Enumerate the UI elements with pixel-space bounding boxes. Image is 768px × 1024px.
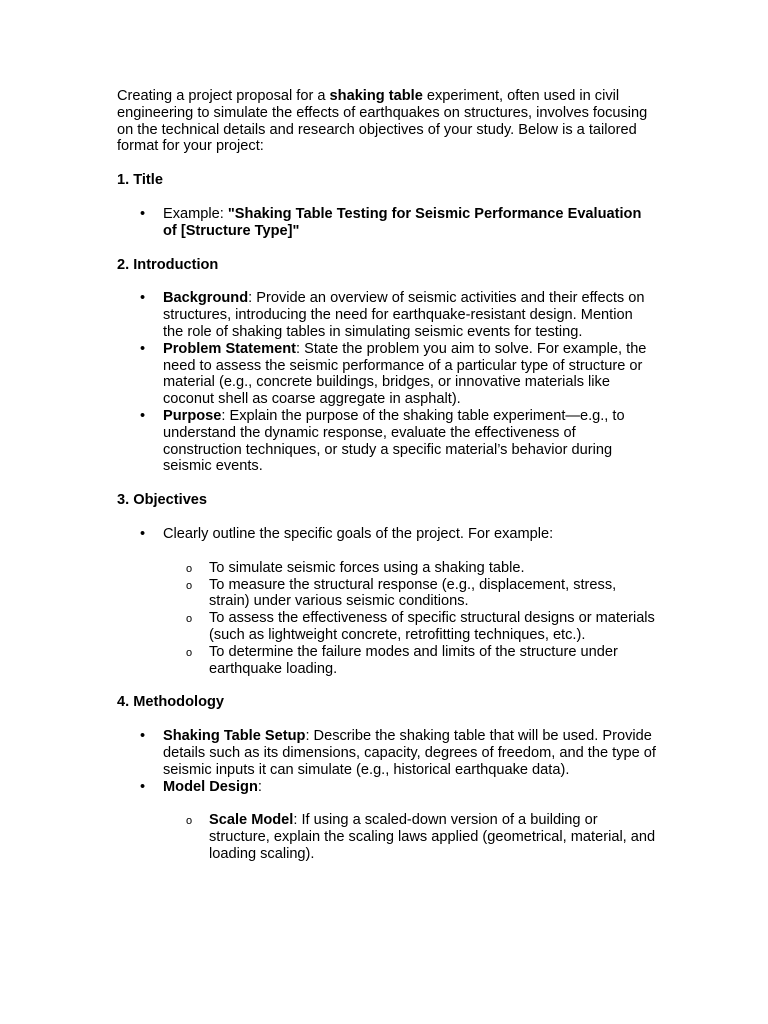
section-heading-title: 1. Title [117, 172, 163, 189]
objective-text: To simulate seismic forces using a shaking table. [209, 559, 525, 576]
bullet-icon: • [140, 290, 146, 307]
title-example-text: "Shaking Table Testing for Seismic Performance Evaluation of [Structure Type]" [163, 205, 642, 239]
list-item [117, 206, 657, 240]
list-item [163, 644, 657, 678]
list-item [163, 812, 657, 862]
bullet-icon: • [140, 407, 146, 424]
bullet-icon: • [140, 205, 146, 222]
list-item [163, 560, 657, 577]
list-item [117, 779, 657, 863]
list-item [117, 290, 657, 340]
section-heading-objectives: 3. Objectives [117, 492, 208, 509]
sub-bullet-icon: o [186, 562, 193, 575]
item-term: Purpose [163, 407, 222, 424]
list-item [163, 610, 657, 644]
methodology-list [117, 728, 657, 863]
objective-text: To measure the structural response (e.g., displacement, stress, strain) under various seismic conditions. [209, 576, 617, 610]
sub-bullet-icon: o [186, 646, 193, 659]
sub-bullet-icon: o [186, 815, 193, 828]
item-term: Problem Statement [163, 340, 296, 357]
objectives-lead: Clearly outline the specific goals of the project. For example: [163, 525, 554, 542]
item-term: Background [163, 290, 249, 307]
list-item [163, 577, 657, 611]
objectives-sublist [163, 560, 657, 678]
item-text: : Describe the shaking table that will be used. Provide details such as its dimensions, capacity, degrees of freedom, and the type of seismic inputs it can simulate (e.g., historical earthquake data). [163, 728, 656, 778]
list-item [117, 408, 657, 475]
section-heading-methodology: 4. Methodology [117, 694, 225, 711]
intro-text-end: experiment, often used in civil engineering to simulate the effects of earthquakes on structures, involves focusing on the technical details and research objectives of your study. Below is a tailored format for your project: [117, 88, 648, 155]
bullet-icon: • [140, 340, 146, 357]
bullet-icon: • [140, 525, 146, 542]
objectives-list [117, 526, 657, 677]
section-heading-introduction: 2. Introduction [117, 256, 219, 273]
intro-text-start: Creating a project proposal for a [117, 88, 330, 104]
item-text: : If using a scaled-down version of a building or structure, explain the scaling laws applied (geometrical, material, and loading scaling). [209, 812, 656, 862]
list-item [117, 341, 657, 408]
intro-bold-term: shaking table [329, 88, 423, 104]
bullet-icon: • [140, 728, 146, 745]
item-text: : [257, 778, 262, 795]
item-text: : State the problem you aim to solve. For example, the need to assess the seismic performance of a particular type of structure or material (e.g., concrete buildings, bridges, or innovative materials like coconut shell as coarse aggregate in asphalt). [163, 340, 647, 408]
item-term: Model Design [163, 778, 258, 795]
document-page [117, 88, 657, 880]
item-term: Scale Model [209, 812, 294, 829]
item-term: Shaking Table Setup [163, 728, 306, 745]
sub-bullet-icon: o [186, 613, 193, 626]
list-item [117, 728, 657, 778]
objective-text: To assess the effectiveness of specific structural designs or materials (such as lightweight concrete, retrofitting techniques, etc.). [209, 610, 655, 643]
model-design-sublist [163, 812, 657, 862]
title-example-lead: Example: [163, 205, 228, 222]
intro-paragraph [117, 88, 657, 155]
introduction-list [117, 290, 657, 475]
title-list [117, 206, 657, 240]
sub-bullet-icon: o [186, 579, 193, 592]
bullet-icon: • [140, 778, 146, 795]
list-item [117, 526, 657, 677]
item-text: : Explain the purpose of the shaking table experiment—e.g., to understand the dynamic response, evaluate the effectiveness of construction techniques, or study a specific material’s behavior during seismic events. [163, 407, 625, 475]
objective-text: To determine the failure modes and limits of the structure under earthquake loading. [209, 643, 618, 677]
item-text: : Provide an overview of seismic activities and their effects on structures, introducing the need for earthquake-resistant design. Mention the role of shaking tables in simulating seismic events for testing. [163, 290, 645, 340]
